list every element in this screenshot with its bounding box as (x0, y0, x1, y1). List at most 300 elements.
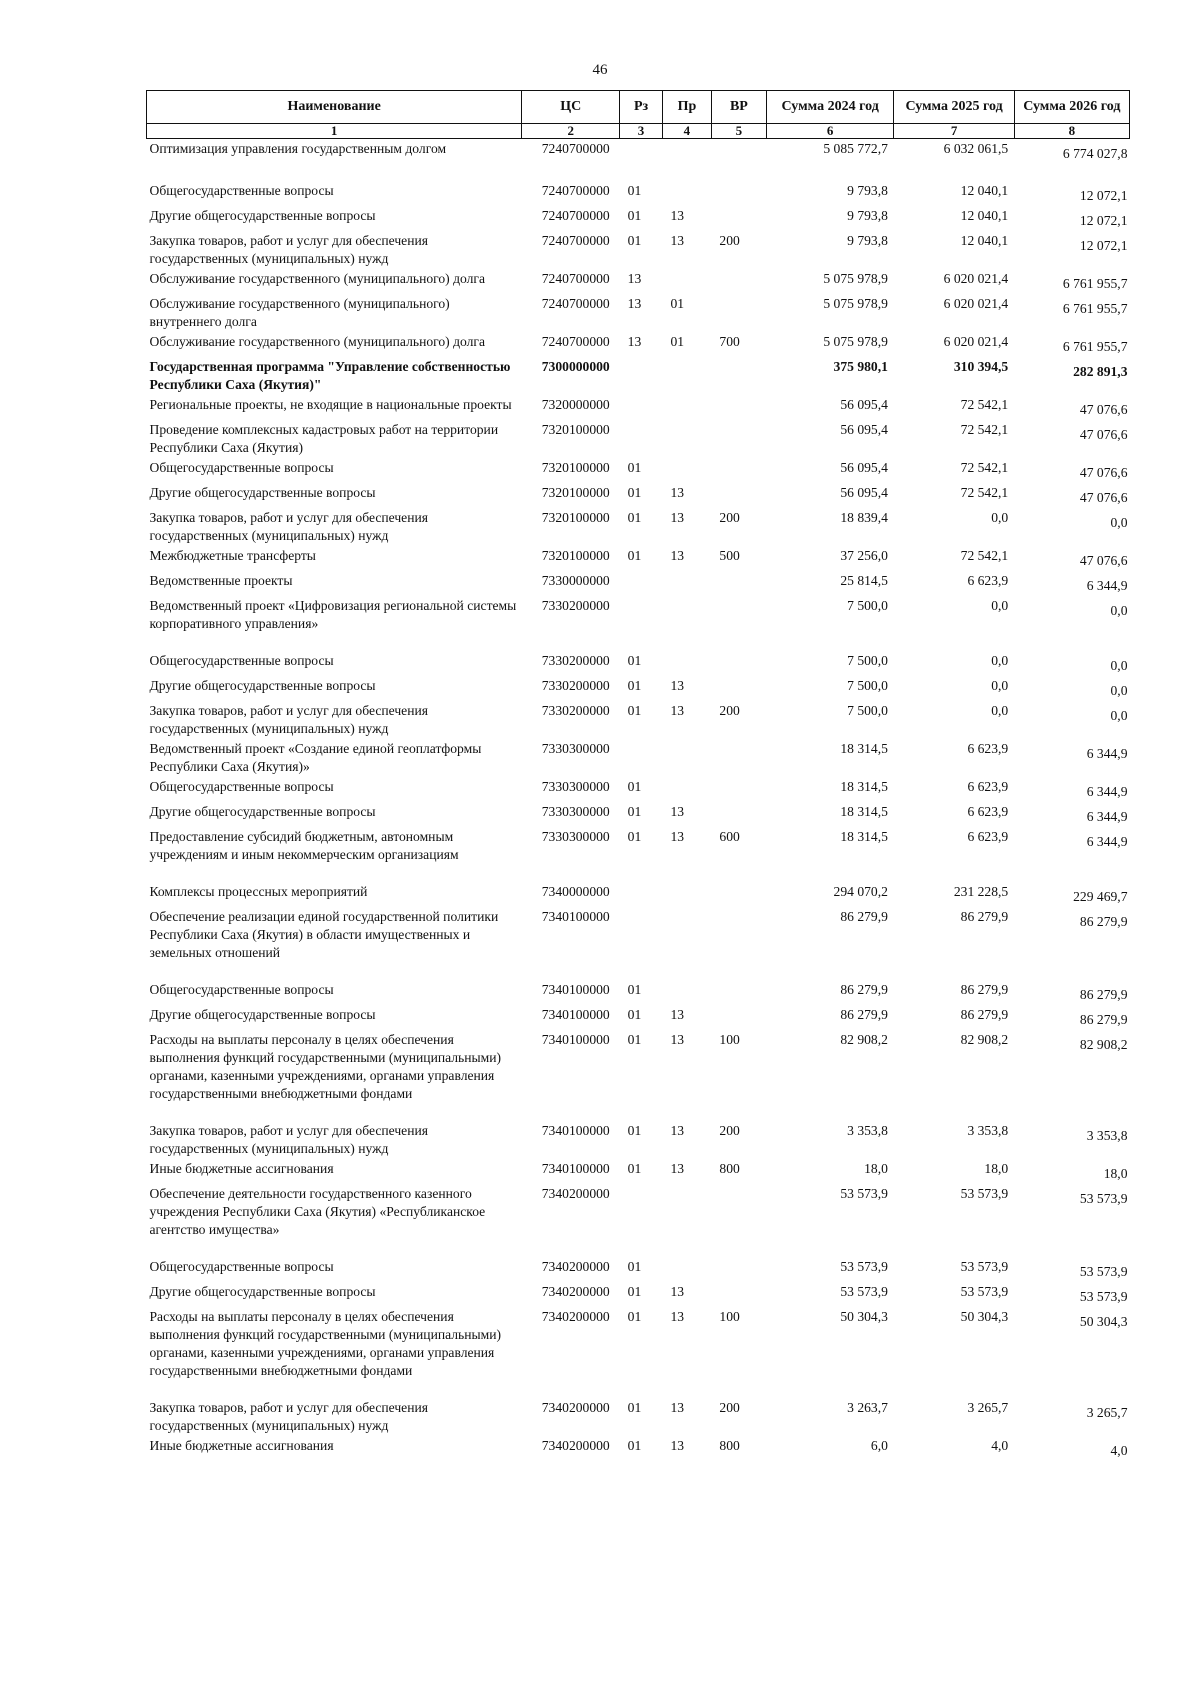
row-vr: 600 (719, 829, 740, 844)
row-cs-code: 7330200000 (541, 653, 610, 668)
row-sum-2024: 6,0 (870, 1438, 888, 1453)
row-rz: 01 (627, 208, 642, 223)
table-header-row (147, 91, 1130, 124)
row-name: Проведение комплексных кадастровых работ на территории Республики Саха (Якутия) (149, 422, 499, 455)
row-sum-2026: 12 072,1 (1079, 213, 1128, 228)
row-sum-2024: 82 908,2 (840, 1032, 888, 1047)
table-row (147, 1282, 1130, 1307)
row-sum-2026: 4,0 (1110, 1443, 1128, 1458)
row-sum-2024: 5 075 978,9 (823, 296, 888, 311)
row-sum-2024: 53 573,9 (840, 1186, 888, 1201)
table-row (147, 739, 1130, 777)
table-row (147, 802, 1130, 827)
row-pr (662, 777, 711, 802)
row-pr: 13 (670, 1309, 685, 1324)
row-name: Общегосударственные вопросы (149, 779, 334, 794)
table-row (147, 1005, 1130, 1030)
row-cs-code: 7340100000 (541, 982, 610, 997)
row-cs-code: 7240700000 (541, 334, 610, 349)
row-vr (711, 294, 766, 332)
row-rz (620, 907, 663, 980)
row-pr: 13 (670, 208, 685, 223)
row-name: Общегосударственные вопросы (149, 653, 334, 668)
row-name: Общегосударственные вопросы (149, 460, 334, 475)
row-sum-2025: 231 228,5 (953, 884, 1009, 899)
row-sum-2026: 0,0 (1110, 515, 1128, 530)
table-row (147, 508, 1130, 546)
row-sum-2024: 375 980,1 (833, 359, 888, 374)
row-sum-2024: 7 500,0 (847, 703, 888, 718)
table-row (147, 139, 1130, 182)
row-rz: 13 (627, 334, 642, 349)
table-row (147, 777, 1130, 802)
row-sum-2026: 53 573,9 (1079, 1289, 1128, 1304)
row-rz: 01 (627, 982, 642, 997)
row-vr: 500 (719, 548, 740, 563)
row-sum-2025: 0,0 (991, 510, 1009, 525)
row-rz: 01 (627, 703, 642, 718)
row-sum-2026: 18,0 (1103, 1166, 1128, 1181)
row-sum-2025: 6 623,9 (967, 741, 1009, 756)
row-sum-2026: 0,0 (1110, 603, 1128, 618)
table-row (147, 1257, 1130, 1282)
row-cs-code: 7340200000 (541, 1284, 610, 1299)
row-sum-2026: 50 304,3 (1079, 1314, 1128, 1329)
row-cs-code: 7340100000 (541, 1161, 610, 1176)
row-sum-2025: 0,0 (991, 678, 1009, 693)
row-sum-2024: 37 256,0 (840, 548, 888, 563)
row-pr: 13 (670, 510, 685, 525)
row-name: Закупка товаров, работ и услуг для обеспечения государственных (муниципальных) нужд (149, 703, 428, 736)
row-rz: 01 (627, 829, 642, 844)
row-pr (662, 395, 711, 420)
row-cs-code: 7240700000 (541, 233, 610, 248)
row-pr: 13 (670, 804, 685, 819)
row-pr (662, 181, 711, 206)
row-sum-2026: 0,0 (1110, 708, 1128, 723)
row-sum-2024: 53 573,9 (840, 1284, 888, 1299)
row-sum-2025: 86 279,9 (960, 909, 1009, 924)
row-cs-code: 7330200000 (541, 703, 610, 718)
row-sum-2024: 294 070,2 (833, 884, 888, 899)
row-vr: 700 (719, 334, 740, 349)
row-rz (620, 420, 663, 458)
table-row (147, 269, 1130, 294)
row-rz: 13 (627, 271, 642, 286)
row-sum-2026: 6 774 027,8 (1062, 146, 1128, 161)
row-rz: 01 (627, 1400, 642, 1415)
row-cs-code: 7240700000 (541, 296, 610, 311)
row-sum-2026: 12 072,1 (1079, 238, 1128, 253)
table-body (147, 139, 1130, 1462)
row-name: Другие общегосударственные вопросы (149, 1007, 376, 1022)
column-number: 1 (147, 124, 522, 139)
row-name: Иные бюджетные ассигнования (149, 1438, 334, 1453)
row-cs-code: 7320100000 (541, 460, 610, 475)
table-row (147, 651, 1130, 676)
header-rz: Рз (620, 91, 663, 124)
row-rz: 01 (627, 1161, 642, 1176)
row-vr (711, 357, 766, 395)
row-name: Закупка товаров, работ и услуг для обеспечения государственных (муниципальных) нужд (149, 233, 428, 266)
row-name: Предоставление субсидий бюджетным, автономным учреждениям и иным некоммерческим организациям (149, 829, 459, 862)
row-name: Межбюджетные трансферты (149, 548, 316, 563)
row-rz (620, 882, 663, 907)
row-sum-2024: 86 279,9 (840, 1007, 888, 1022)
row-vr (711, 269, 766, 294)
table-row (147, 357, 1130, 395)
row-pr: 13 (670, 678, 685, 693)
row-sum-2026: 6 761 955,7 (1062, 339, 1128, 354)
table-row (147, 1030, 1130, 1121)
row-sum-2024: 3 353,8 (847, 1123, 888, 1138)
row-sum-2024: 9 793,8 (847, 208, 888, 223)
row-sum-2025: 72 542,1 (960, 397, 1009, 412)
row-name: Оптимизация управления государственным долгом (149, 141, 447, 156)
row-vr (711, 777, 766, 802)
row-sum-2025: 18,0 (984, 1161, 1009, 1176)
row-cs-code: 7330300000 (541, 804, 610, 819)
row-vr (711, 882, 766, 907)
row-pr (662, 458, 711, 483)
row-rz: 01 (627, 1309, 642, 1324)
row-cs-code: 7320100000 (541, 485, 610, 500)
row-rz: 01 (627, 653, 642, 668)
row-name: Закупка товаров, работ и услуг для обеспечения государственных (муниципальных) нужд (149, 1400, 428, 1433)
row-rz: 01 (627, 1259, 642, 1274)
row-sum-2026: 53 573,9 (1079, 1191, 1128, 1206)
row-name: Другие общегосударственные вопросы (149, 804, 376, 819)
row-cs-code: 7330300000 (541, 779, 610, 794)
row-pr (662, 139, 711, 182)
row-pr: 13 (670, 1123, 685, 1138)
row-vr: 800 (719, 1438, 740, 1453)
row-sum-2025: 53 573,9 (960, 1186, 1009, 1201)
row-sum-2026: 86 279,9 (1079, 914, 1128, 929)
table-row (147, 571, 1130, 596)
row-pr: 13 (670, 829, 685, 844)
row-sum-2025: 3 265,7 (967, 1400, 1009, 1415)
row-cs-code: 7340200000 (541, 1259, 610, 1274)
column-number: 8 (1014, 124, 1129, 139)
row-sum-2024: 53 573,9 (840, 1259, 888, 1274)
table-row (147, 395, 1130, 420)
header-vr: ВР (711, 91, 766, 124)
budget-table (146, 90, 1130, 1461)
row-sum-2026: 47 076,6 (1079, 490, 1128, 505)
row-name: Расходы на выплаты персоналу в целях обеспечения выполнения функций государственными (муниципальными) органами, казенными учреждениями, органами управления государственными внебюджетными фондами (149, 1309, 502, 1378)
table-row (147, 827, 1130, 882)
row-rz: 01 (627, 510, 642, 525)
row-sum-2026: 6 344,9 (1086, 746, 1128, 761)
row-cs-code: 7330200000 (541, 598, 610, 613)
row-name: Ведомственный проект «Создание единой геоплатформы Республики Саха (Якутия)» (149, 741, 482, 774)
row-sum-2024: 56 095,4 (840, 460, 888, 475)
row-sum-2026: 282 891,3 (1073, 364, 1128, 379)
table-row (147, 420, 1130, 458)
row-vr: 200 (719, 703, 740, 718)
row-pr: 13 (670, 1438, 685, 1453)
row-name: Обеспечение деятельности государственного казенного учреждения Республики Саха (Якутия) «Республиканское агентство имущества» (149, 1186, 486, 1237)
row-name: Другие общегосударственные вопросы (149, 1284, 376, 1299)
row-name: Общегосударственные вопросы (149, 183, 334, 198)
row-rz (620, 739, 663, 777)
row-sum-2026: 6 761 955,7 (1062, 301, 1128, 316)
row-name: Другие общегосударственные вопросы (149, 208, 376, 223)
row-name: Ведомственные проекты (149, 573, 293, 588)
row-sum-2024: 7 500,0 (847, 653, 888, 668)
row-cs-code: 7340100000 (541, 909, 610, 924)
row-sum-2024: 18 839,4 (840, 510, 888, 525)
row-sum-2024: 7 500,0 (847, 598, 888, 613)
row-pr: 13 (670, 233, 685, 248)
row-vr (711, 458, 766, 483)
row-sum-2026: 47 076,6 (1079, 465, 1128, 480)
row-vr (711, 596, 766, 651)
row-cs-code: 7300000000 (541, 359, 610, 374)
column-number: 4 (662, 124, 711, 139)
row-sum-2025: 310 394,5 (953, 359, 1009, 374)
row-cs-code: 7240700000 (541, 271, 610, 286)
row-vr (711, 739, 766, 777)
row-sum-2025: 6 032 061,5 (943, 141, 1009, 156)
row-vr: 200 (719, 1123, 740, 1138)
row-vr (711, 420, 766, 458)
row-sum-2025: 6 623,9 (967, 804, 1009, 819)
row-name: Другие общегосударственные вопросы (149, 485, 376, 500)
row-vr: 100 (719, 1032, 740, 1047)
row-sum-2024: 25 814,5 (840, 573, 888, 588)
row-cs-code: 7240700000 (541, 208, 610, 223)
row-rz (620, 395, 663, 420)
row-sum-2026: 82 908,2 (1079, 1037, 1128, 1052)
row-cs-code: 7340200000 (541, 1400, 610, 1415)
page-number: 46 (592, 62, 608, 78)
row-sum-2024: 56 095,4 (840, 422, 888, 437)
row-sum-2024: 9 793,8 (847, 183, 888, 198)
row-sum-2024: 7 500,0 (847, 678, 888, 693)
row-pr (662, 739, 711, 777)
row-sum-2024: 56 095,4 (840, 397, 888, 412)
row-name: Иные бюджетные ассигнования (149, 1161, 334, 1176)
header-sum-2026: Сумма 2026 год (1014, 91, 1129, 124)
table-row (147, 907, 1130, 980)
row-name: Общегосударственные вопросы (149, 1259, 334, 1274)
row-sum-2026: 3 265,7 (1086, 1405, 1128, 1420)
table-row (147, 1307, 1130, 1398)
row-pr (662, 651, 711, 676)
row-vr (711, 1282, 766, 1307)
row-sum-2025: 0,0 (991, 598, 1009, 613)
row-sum-2025: 72 542,1 (960, 460, 1009, 475)
row-name: Другие общегосударственные вопросы (149, 678, 376, 693)
row-cs-code: 7330000000 (541, 573, 610, 588)
row-name: Региональные проекты, не входящие в национальные проекты (149, 397, 512, 412)
row-sum-2026: 6 344,9 (1086, 784, 1128, 799)
row-sum-2025: 86 279,9 (960, 1007, 1009, 1022)
row-pr (662, 882, 711, 907)
row-name: Обеспечение реализации единой государственной политики Республики Саха (Якутия) в области имущественных и земельных отношений (149, 909, 499, 960)
row-rz (620, 357, 663, 395)
table-row (147, 458, 1130, 483)
row-pr (662, 420, 711, 458)
row-pr: 01 (670, 334, 685, 349)
row-pr: 13 (670, 485, 685, 500)
row-rz: 01 (627, 1007, 642, 1022)
row-sum-2025: 6 623,9 (967, 829, 1009, 844)
row-sum-2025: 6 623,9 (967, 779, 1009, 794)
row-pr (662, 980, 711, 1005)
table-row (147, 701, 1130, 739)
row-sum-2024: 86 279,9 (840, 909, 888, 924)
row-sum-2025: 86 279,9 (960, 982, 1009, 997)
row-sum-2024: 9 793,8 (847, 233, 888, 248)
row-sum-2026: 6 344,9 (1086, 834, 1128, 849)
column-number: 3 (620, 124, 663, 139)
row-cs-code: 7340200000 (541, 1309, 610, 1324)
row-rz: 01 (627, 485, 642, 500)
table-row (147, 1159, 1130, 1184)
header-sum-2024: Сумма 2024 год (766, 91, 893, 124)
row-sum-2024: 18 314,5 (840, 804, 888, 819)
row-rz: 01 (627, 183, 642, 198)
row-vr (711, 571, 766, 596)
row-vr (711, 139, 766, 182)
row-pr (662, 596, 711, 651)
row-sum-2026: 0,0 (1110, 683, 1128, 698)
row-vr (711, 206, 766, 231)
row-cs-code: 7240700000 (541, 141, 610, 156)
row-sum-2025: 12 040,1 (960, 208, 1009, 223)
row-sum-2025: 53 573,9 (960, 1284, 1009, 1299)
table-row (147, 231, 1130, 269)
table-row (147, 483, 1130, 508)
row-sum-2025: 12 040,1 (960, 233, 1009, 248)
row-sum-2024: 5 085 772,7 (823, 141, 888, 156)
row-vr: 200 (719, 233, 740, 248)
row-rz: 13 (627, 296, 642, 311)
row-rz (620, 1184, 663, 1257)
column-number: 7 (894, 124, 1014, 139)
row-vr: 100 (719, 1309, 740, 1324)
row-sum-2025: 50 304,3 (960, 1309, 1009, 1324)
row-pr: 13 (670, 1400, 685, 1415)
row-sum-2026: 47 076,6 (1079, 402, 1128, 417)
header-sum-2025: Сумма 2025 год (894, 91, 1014, 124)
table-row (147, 206, 1130, 231)
row-pr (662, 1257, 711, 1282)
row-name: Комплексы процессных мероприятий (149, 884, 368, 899)
table-row (147, 1184, 1130, 1257)
row-sum-2026: 6 761 955,7 (1062, 276, 1128, 291)
row-sum-2025: 6 623,9 (967, 573, 1009, 588)
row-sum-2024: 18 314,5 (840, 779, 888, 794)
row-sum-2024: 56 095,4 (840, 485, 888, 500)
row-sum-2026: 6 344,9 (1086, 809, 1128, 824)
row-vr (711, 1257, 766, 1282)
row-sum-2026: 6 344,9 (1086, 578, 1128, 593)
row-vr (711, 980, 766, 1005)
row-name: Обслуживание государственного (муниципального) внутреннего долга (149, 296, 450, 329)
row-name: Расходы на выплаты персоналу в целях обеспечения выполнения функций государственными (муниципальными) органами, казенными учреждениями, органами управления государственными внебюджетными фондами (149, 1032, 502, 1101)
row-vr (711, 907, 766, 980)
row-cs-code: 7340100000 (541, 1007, 610, 1022)
row-pr (662, 269, 711, 294)
table-row (147, 1436, 1130, 1461)
row-rz (620, 571, 663, 596)
row-sum-2024: 5 075 978,9 (823, 271, 888, 286)
column-number-row (147, 124, 1130, 139)
row-vr: 200 (719, 510, 740, 525)
row-sum-2026: 229 469,7 (1073, 889, 1128, 904)
row-vr (711, 181, 766, 206)
row-pr: 13 (670, 1161, 685, 1176)
row-cs-code: 7320100000 (541, 548, 610, 563)
row-name: Ведомственный проект «Цифровизация региональной системы корпоративного управления» (149, 598, 517, 631)
row-sum-2025: 53 573,9 (960, 1259, 1009, 1274)
row-rz (620, 596, 663, 651)
row-sum-2025: 4,0 (991, 1438, 1009, 1453)
row-sum-2025: 72 542,1 (960, 485, 1009, 500)
row-cs-code: 7320100000 (541, 422, 610, 437)
row-cs-code: 7340100000 (541, 1032, 610, 1047)
table-row (147, 1398, 1130, 1436)
row-name: Обслуживание государственного (муниципального) долга (149, 271, 486, 286)
row-rz: 01 (627, 548, 642, 563)
row-cs-code: 7340200000 (541, 1186, 610, 1201)
row-sum-2025: 6 020 021,4 (943, 271, 1009, 286)
row-cs-code: 7320000000 (541, 397, 610, 412)
row-sum-2025: 72 542,1 (960, 548, 1009, 563)
row-name: Государственная программа "Управление собственностью Республики Саха (Якутия)" (149, 359, 511, 392)
row-pr: 13 (670, 1284, 685, 1299)
row-name: Закупка товаров, работ и услуг для обеспечения государственных (муниципальных) нужд (149, 1123, 428, 1156)
row-cs-code: 7330300000 (541, 829, 610, 844)
row-pr (662, 1184, 711, 1257)
row-sum-2025: 3 353,8 (967, 1123, 1009, 1138)
column-number: 2 (522, 124, 620, 139)
row-cs-code: 7320100000 (541, 510, 610, 525)
row-rz: 01 (627, 1284, 642, 1299)
row-sum-2024: 50 304,3 (840, 1309, 888, 1324)
row-sum-2026: 47 076,6 (1079, 427, 1128, 442)
row-sum-2025: 0,0 (991, 703, 1009, 718)
row-vr (711, 1005, 766, 1030)
header-pr: Пр (662, 91, 711, 124)
row-sum-2026: 0,0 (1110, 658, 1128, 673)
row-pr: 13 (670, 703, 685, 718)
row-sum-2025: 72 542,1 (960, 422, 1009, 437)
row-rz: 01 (627, 460, 642, 475)
table-row (147, 294, 1130, 332)
row-vr (711, 651, 766, 676)
row-pr: 13 (670, 1032, 685, 1047)
row-sum-2025: 6 020 021,4 (943, 296, 1009, 311)
row-sum-2026: 53 573,9 (1079, 1264, 1128, 1279)
header-cs: ЦС (522, 91, 620, 124)
table-row (147, 181, 1130, 206)
header-name: Наименование (147, 91, 522, 124)
row-cs-code: 7330200000 (541, 678, 610, 693)
row-sum-2024: 18 314,5 (840, 741, 888, 756)
row-sum-2025: 6 020 021,4 (943, 334, 1009, 349)
table-row (147, 546, 1130, 571)
row-rz: 01 (627, 1032, 642, 1047)
row-sum-2024: 18,0 (864, 1161, 888, 1176)
row-rz: 01 (627, 1438, 642, 1453)
table-row (147, 596, 1130, 651)
column-number: 5 (711, 124, 766, 139)
